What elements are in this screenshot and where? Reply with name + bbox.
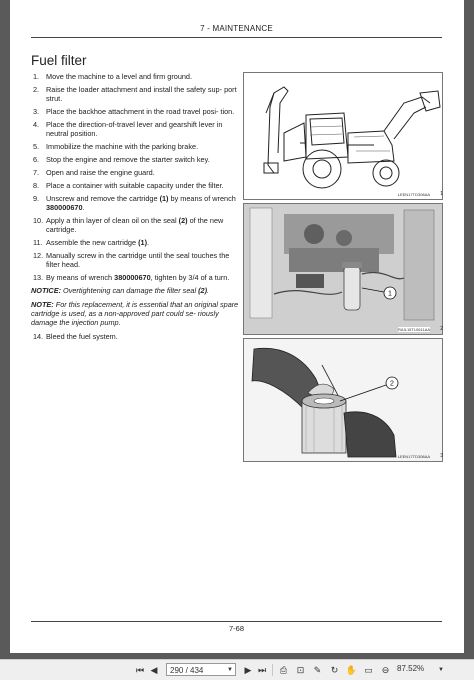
step-text: Open and raise the engine guard. bbox=[46, 168, 155, 177]
step-text: Unscrew and remove the cartridge bbox=[46, 194, 160, 203]
step-text: Apply a thin layer of clean oil on the seal bbox=[46, 216, 179, 225]
instruction-list bbox=[31, 72, 245, 345]
list-item bbox=[31, 273, 245, 282]
step-number: 12. bbox=[33, 251, 44, 260]
step-text: Place the backhoe attachment in the road travel posi- tion. bbox=[46, 107, 235, 116]
note-text: For this replacement, it is essential that an original spare cartridge is used, as a non-approved part could se- riously damage the injection pump. bbox=[31, 300, 239, 327]
zoom-level[interactable]: 87.52% bbox=[397, 664, 425, 673]
step-number: 3. bbox=[33, 107, 40, 116]
page-number-input[interactable] bbox=[166, 663, 236, 676]
step-number: 14. bbox=[33, 332, 44, 341]
step-text: by means of wrench bbox=[168, 194, 236, 203]
next-page-icon[interactable]: ▶ bbox=[244, 665, 252, 675]
list-item bbox=[31, 181, 245, 190]
step-text: Move the machine to a level and firm ground. bbox=[46, 72, 193, 81]
pan-icon[interactable]: ✋ bbox=[345, 665, 358, 675]
list-item bbox=[31, 194, 245, 212]
step-text: Bleed the fuel system. bbox=[46, 332, 118, 341]
step-number: 2. bbox=[33, 85, 40, 94]
step-number: 9. bbox=[33, 194, 40, 203]
list-item bbox=[31, 168, 245, 177]
step-text: Stop the engine and remove the starter switch key. bbox=[46, 155, 210, 164]
document-page bbox=[10, 0, 464, 653]
step-text: Raise the loader attachment and install the safety sup- port strut. bbox=[46, 85, 237, 103]
step-text: . bbox=[147, 238, 150, 247]
page-title: Fuel filter bbox=[31, 53, 87, 68]
tool-code: 380000670 bbox=[46, 203, 83, 212]
callout-ref: (1) bbox=[138, 238, 147, 247]
step-number: 8. bbox=[33, 181, 40, 190]
list-item bbox=[31, 120, 245, 138]
step-number: 10. bbox=[33, 216, 44, 225]
list-item bbox=[31, 238, 245, 247]
first-page-icon[interactable]: ⏮ bbox=[135, 665, 145, 675]
section-title: 7 - MAINTENANCE bbox=[200, 24, 273, 33]
print-icon[interactable]: ⎙ bbox=[279, 665, 288, 675]
cartridge-illustration bbox=[244, 339, 442, 461]
list-item bbox=[31, 85, 245, 103]
list-item bbox=[31, 251, 245, 269]
notice-text: . bbox=[207, 286, 210, 295]
zoom-dropdown-icon[interactable]: ▼ bbox=[438, 667, 444, 673]
callout-ref: (2) bbox=[178, 216, 188, 225]
list-item bbox=[31, 216, 245, 234]
tool-code: 380000670 bbox=[114, 273, 151, 282]
backhoe-loader-illustration bbox=[244, 73, 442, 199]
callout-ref: (1) bbox=[159, 194, 169, 203]
chevron-down-icon[interactable]: ▼ bbox=[227, 667, 233, 673]
note-paragraph bbox=[31, 300, 245, 327]
list-item bbox=[31, 72, 245, 81]
list-item bbox=[31, 332, 245, 341]
notice-text: Overtightening can damage the filter seal bbox=[61, 286, 199, 295]
zoom-out-icon[interactable]: ⊖ bbox=[381, 665, 390, 675]
list-item bbox=[31, 107, 245, 116]
step-number: 13. bbox=[33, 273, 44, 282]
step-text: of the new cartridge. bbox=[46, 216, 224, 234]
figure-cartridge-seal bbox=[243, 338, 443, 462]
page-number: 7-68 bbox=[228, 624, 244, 633]
fit-icon[interactable]: ⊡ bbox=[296, 665, 305, 675]
prev-page-icon[interactable]: ◀ bbox=[150, 665, 158, 675]
step-text: Immobilize the machine with the parking brake. bbox=[46, 142, 199, 151]
figure-engine-filter bbox=[243, 203, 443, 335]
figure-code: LEEN17TD308AA bbox=[397, 454, 430, 459]
step-text: Place a container with suitable capacity under the filter. bbox=[46, 181, 224, 190]
callout-number: 1 bbox=[388, 290, 392, 298]
step-text: Manually screw in the cartridge until the seal touches the filter head. bbox=[46, 251, 230, 269]
bookmark-icon[interactable]: ✎ bbox=[313, 665, 322, 675]
notice-label: NOTICE: bbox=[31, 286, 61, 295]
figure-code: RAIL15TL0611AA bbox=[398, 327, 430, 332]
callout-number: 2 bbox=[390, 380, 394, 388]
step-number: 11. bbox=[33, 238, 43, 247]
select-icon[interactable]: ▭ bbox=[364, 665, 373, 675]
step-text: By means of wrench bbox=[46, 273, 115, 282]
step-text: Place the direction-of-travel lever and gearshift lever in neutral position. bbox=[46, 120, 223, 138]
figure-code: LEEN17TD308AA bbox=[397, 192, 430, 197]
step-number: 4. bbox=[33, 120, 40, 129]
figure-backhoe-loader bbox=[243, 72, 443, 200]
last-page-icon[interactable]: ⏭ bbox=[257, 665, 267, 675]
step-number: 6. bbox=[33, 155, 40, 164]
figure-number: 1 bbox=[440, 191, 443, 197]
step-number: 7. bbox=[33, 168, 40, 177]
step-number: 1. bbox=[33, 72, 40, 81]
step-number: 5. bbox=[33, 142, 40, 151]
page-footer bbox=[31, 621, 442, 633]
engine-photo-illustration bbox=[244, 204, 442, 334]
page-number-value: 290 / 434 bbox=[170, 666, 204, 675]
viewer-toolbar bbox=[0, 659, 474, 680]
step-text: . bbox=[82, 203, 85, 212]
list-item bbox=[31, 142, 245, 151]
step-text: , tighten by 3/4 of a turn. bbox=[150, 273, 230, 282]
figure-number: 3 bbox=[440, 453, 443, 459]
toolbar-divider bbox=[272, 664, 273, 676]
callout-ref: (2) bbox=[198, 286, 208, 295]
step-text: Assemble the new cartridge bbox=[46, 238, 139, 247]
note-label: NOTE: bbox=[31, 300, 54, 309]
figure-number: 2 bbox=[440, 326, 443, 332]
list-item bbox=[31, 155, 245, 164]
page-header bbox=[31, 21, 442, 38]
notice-paragraph bbox=[31, 286, 245, 295]
rotate-icon[interactable]: ↻ bbox=[330, 665, 339, 675]
